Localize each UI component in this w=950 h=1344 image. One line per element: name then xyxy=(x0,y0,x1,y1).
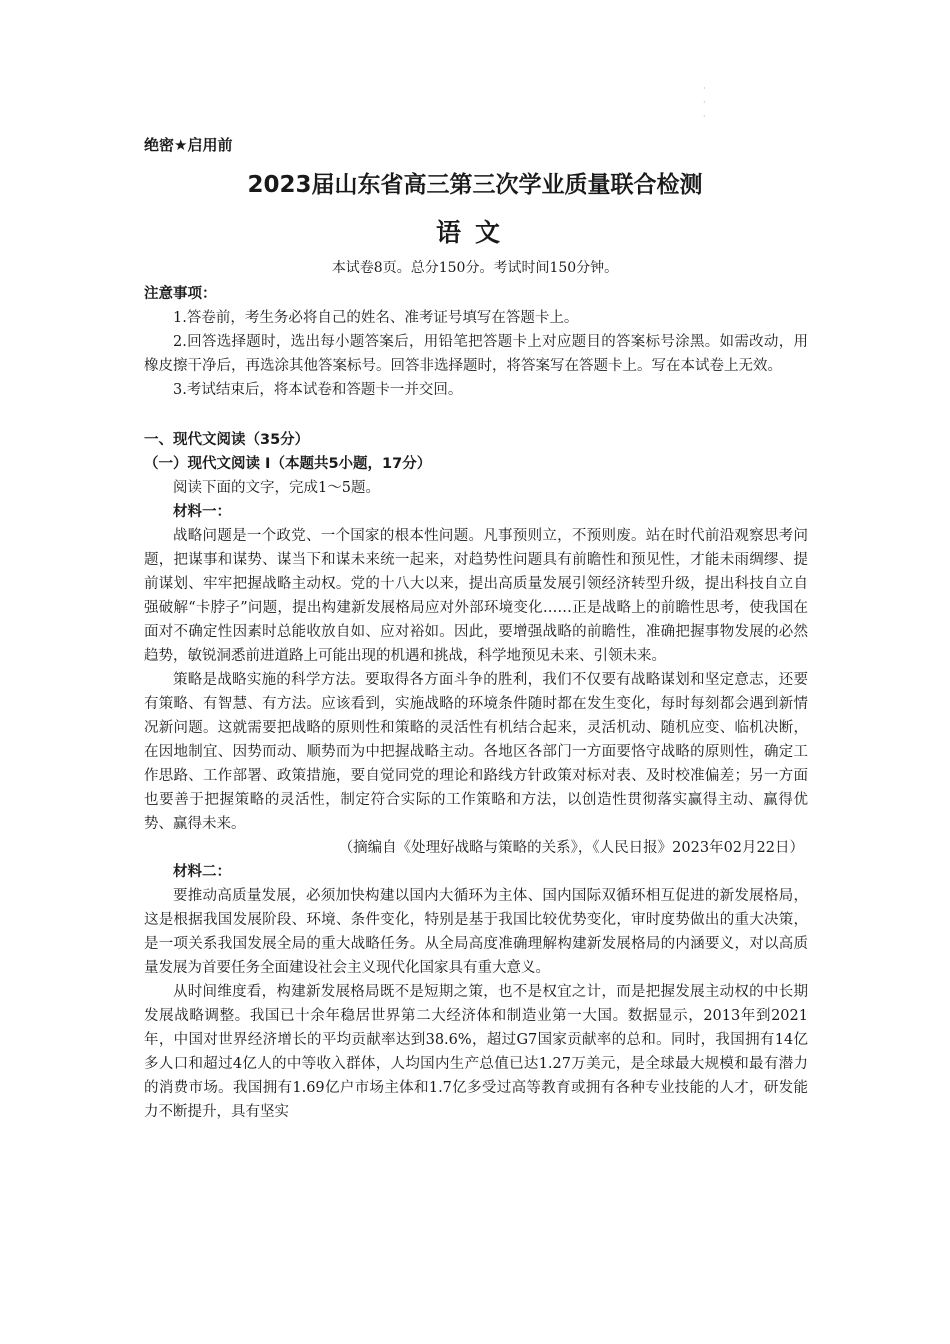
notice-item-2: 2.回答选择题时，选出每小题答案后，用铅笔把答题卡上对应题目的答案标号涂黑。如需改动，用橡皮擦干净后，再选涂其他答案标号。回答非选择题时，将答案写在答题卡上。写在本试卷上无效。 xyxy=(144,334,808,374)
scan-marks: · · · xyxy=(703,84,706,121)
section-1 xyxy=(144,428,808,1124)
material-1-paragraph-1: 战略问题是一个政党、一个国家的根本性问题。凡事预则立，不预则废。站在时代前沿观察思考问题，把谋事和谋势、谋当下和谋未来统一起来，对趋势性问题具有前瞻性和预见性，才能未雨绸缪、提前谋划、牢牢把握战略主动权。党的十八大以来，提出高质量发展引领经济转型升级，提出科技自立自强破解“卡脖子”问题，提出构建新发展格局应对外部环境变化……正是战略上的前瞻性思考，使我国在面对不确定性因素时总能收放自如、应对裕如。因此，要增强战略的前瞻性，准确把握事物发展的必然趋势，敏锐洞悉前进道路上可能出现的机遇和挑战，科学地预见未来、引领未来。 xyxy=(144,528,808,664)
exam-title: 2023届山东省高三第三次学业质量联合检测 xyxy=(247,172,703,198)
exam-info: 本试卷8页。总分150分。考试时间150分钟。 xyxy=(331,260,619,276)
material-2-paragraph-2: 从时间维度看，构建新发展格局既不是短期之策，也不是权宜之计，而是把握发展主动权的中长期发展战略调整。我国已十余年稳居世界第二大经济体和制造业第一大国。数据显示，2013年到2021年，中国对世界经济增长的平均贡献率达到38.6%，超过G7国家贡献率的总和。同时，我国拥有14亿多人口和超过4亿人的中等收入群体，人均国内生产总值已达1.27万美元，是全球最大规模和最有潜力的消费市场。我国拥有1.69亿户市场主体和1.7亿多受过高等教育或拥有各种专业技能的人才，研发能力不断提升，具有坚实 xyxy=(144,984,808,1120)
section-heading: 一、现代文阅读（35分） xyxy=(144,432,310,448)
material-1-source: （摘编自《处理好战略与策略的关系》，《人民日报》2023年02月22日） xyxy=(338,840,804,856)
material-2-label: 材料二： xyxy=(173,864,231,880)
notice-section xyxy=(144,282,808,402)
notice-item-1: 1.答卷前，考生务必将自己的姓名、准考证号填写在答题卡上。 xyxy=(173,310,579,326)
material-1-label: 材料一： xyxy=(173,504,231,520)
reading-instruction: 阅读下面的文字，完成1～5题。 xyxy=(173,480,380,496)
material-1-paragraph-2: 策略是战略实施的科学方法。要取得各方面斗争的胜利，我们不仅要有战略谋划和坚定意志，还要有策略、有智慧、有方法。应该看到，实施战略的环境条件随时都在发生变化，每时每刻都会遇到新情况新问题。这就需要把战略的原则性和策略的灵活性有机结合起来，灵活机动、随机应变、临机决断，在因地制宜、因势而动、顺势而为中把握战略主动。各地区各部门一方面要恪守战略的原则性，确定工作思路、工作部署、政策措施，要自觉同党的理论和路线方针政策对标对表、及时校准偏差；另一方面也要善于把握策略的灵活性，制定符合实际的工作策略和方法，以创造性贯彻落实赢得主动、赢得优势、赢得未来。 xyxy=(144,672,808,832)
material-2-paragraph-1: 要推动高质量发展，必须加快构建以国内大循环为主体、国内国际双循环相互促进的新发展格局，这是根据我国发展阶段、环境、条件变化，特别是基于我国比较优势变化，审时度势做出的重大决策，是一项关系我国发展全局的重大战略任务。从全局高度准确理解构建新发展格局的内涵要义，对以高质量发展为首要任务全面建设社会主义现代化国家具有重大意义。 xyxy=(144,888,808,976)
subject-title: 语文 xyxy=(435,218,514,247)
sub-section-heading: （一）现代文阅读 I（本题共5小题，17分） xyxy=(144,456,432,472)
secret-label: 绝密★启用前 xyxy=(144,136,233,154)
notice-item-3: 3.考试结束后，将本试卷和答题卡一并交回。 xyxy=(173,382,463,398)
notice-heading: 注意事项： xyxy=(144,286,217,302)
